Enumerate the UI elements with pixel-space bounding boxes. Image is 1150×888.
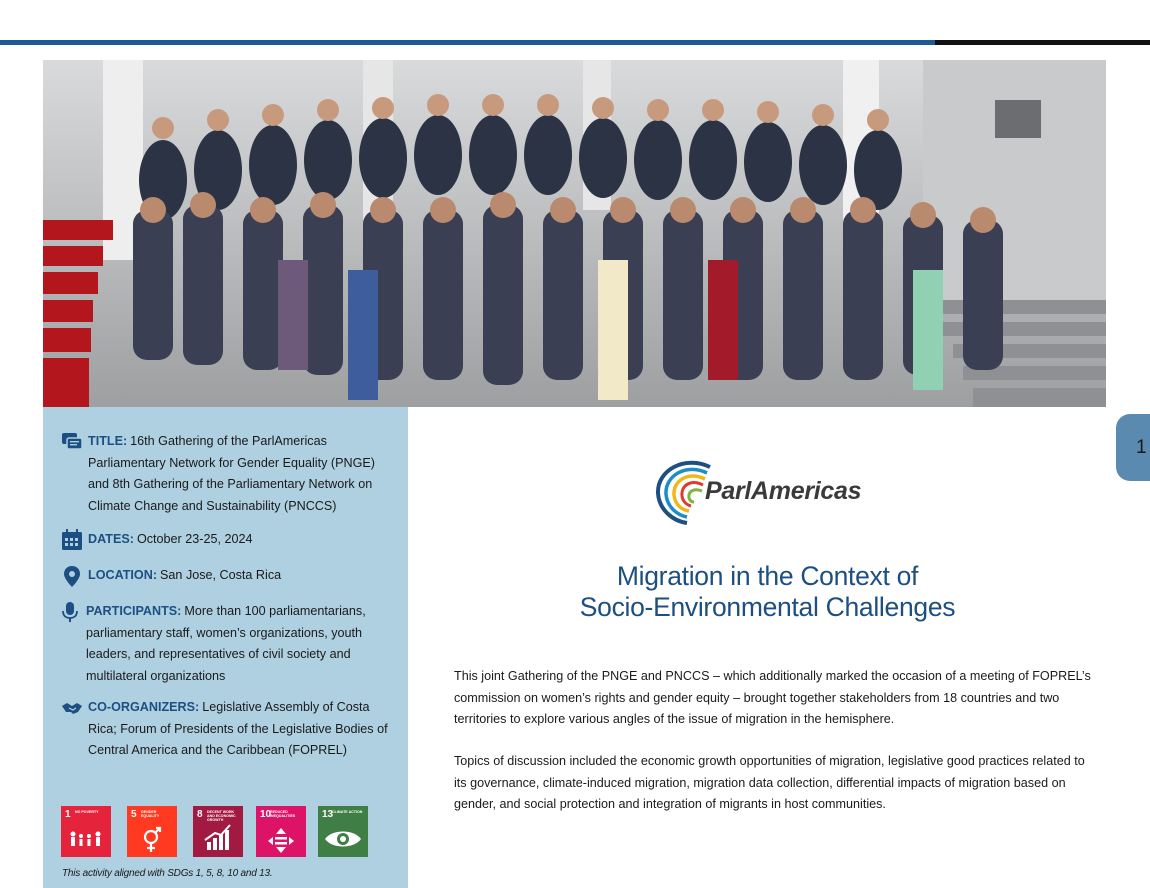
sdg-caption: GENDER EQUALITY [141,810,160,818]
info-title [61,431,393,517]
sdg-13-badge [318,806,368,857]
event-info-panel [43,407,408,888]
sdg-note: This activity aligned with SDGs 1, 5, 8, 10 and 13. [62,868,273,879]
info-participants [61,601,393,687]
sdg-number: 8 [197,809,203,820]
info-coorganizers [61,697,393,762]
logo-text: ParlAmericas [705,477,862,505]
info-title-label: TITLE: [88,434,128,448]
sdg-8-badge [193,806,243,857]
sdg-1-badge [61,806,111,857]
parlamericas-logo [655,455,895,530]
info-dates-label: DATES: [88,532,134,546]
handshake-icon [61,697,83,719]
sdg-caption: NO POVERTY [75,810,99,814]
eye-globe-icon [318,806,368,857]
growth-chart-icon [193,806,243,857]
info-location-label: LOCATION: [88,568,158,582]
group-photo [43,60,1106,407]
info-coorganizers-label: CO-ORGANIZERS: [88,700,200,714]
title-line-2: Socio-Environmental Challenges [579,592,956,622]
page-title [500,561,1035,623]
info-location-value: San Jose, Costa Rica [160,568,282,582]
info-title-value: 16th Gathering of the ParlAmericas Parliamentary Network for Gender Equality (PNGE) and 8th Gathering of the Parliamentary Network on Climate Change and Sustainability (PNCCS) [88,434,375,513]
chat-bubbles-icon [61,431,83,453]
info-coorganizers-value: Legislative Assembly of Costa Rica; Forum of Presidents of the Legislative Bodies of Central America and the Caribbean (FOPREL) [88,700,388,757]
info-location [61,565,393,587]
sdg-caption: DECENT WORK AND ECONOMIC GROWTH [207,810,236,822]
sdg-number: 13 [322,809,334,820]
title-line-1: Migration in the Context of [616,561,919,591]
gender-equality-icon [127,806,177,857]
topics-paragraph: Topics of discussion included the economic growth opportunities of migration, legislative good practices related to its governance, climate-induced migration, migration data collection, differential impacts of migration based on gender, and social protection and integration of migrants in host communities. [454,754,1085,811]
info-participants-label: PARTICIPANTS: [86,604,182,618]
sdg-number: 5 [131,809,137,820]
info-dates [61,529,393,551]
sdg-10-badge [256,806,306,857]
info-participants-value: More than 100 parliamentarians, parliamentary staff, women’s organizations, youth leaders, and representatives of civil society and multilateral organizations [86,604,366,683]
calendar-icon [61,529,83,551]
sdg-caption: REDUCED INEQUALITIES [270,810,296,818]
equality-arrows-icon [256,806,306,857]
sdg-number: 10 [260,809,272,820]
sdg-number: 1 [65,809,71,820]
top-rule-black [935,40,1150,45]
intro-paragraph: This joint Gathering of the PNGE and PNCCS – which additionally marked the occasion of a meeting of FOPREL’s commission on women’s rights and gender equity – brought together stakeholders from 18 countries and two territories to explore various angles of the issue of migration in the hemisphere. [454,669,1091,726]
page-number-tab [1116,414,1150,481]
top-rule-blue [0,40,935,45]
sdg-5-badge [127,806,177,857]
family-icon [61,806,111,857]
info-dates-value: October 23-25, 2024 [136,532,253,546]
sdg-caption: CLIMATE ACTION [332,810,363,814]
page-number: 1 [1136,437,1147,458]
sdg-icons [61,806,391,858]
map-pin-icon [61,565,83,587]
microphone-icon [59,601,81,623]
